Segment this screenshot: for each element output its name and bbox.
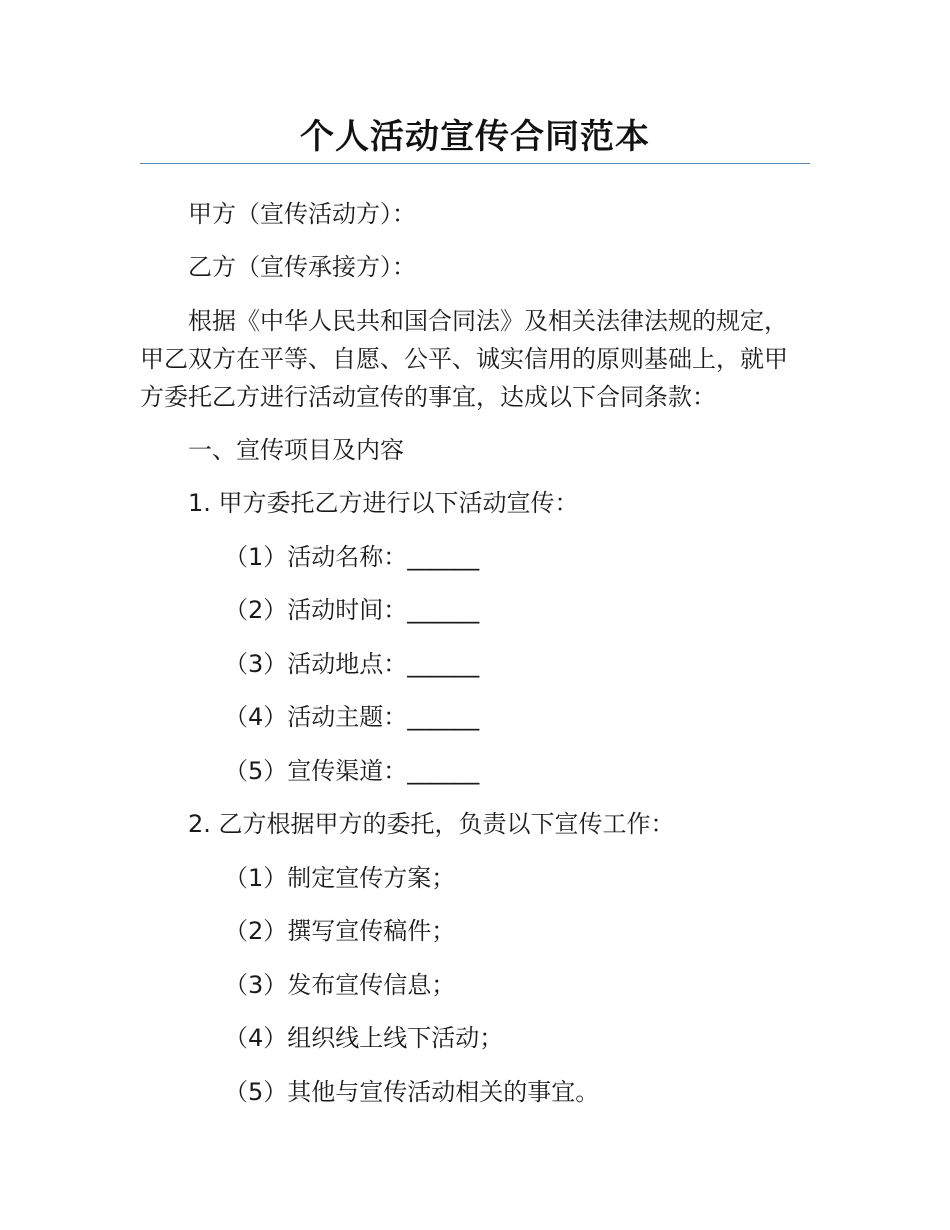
- item1-subitem: （4）活动主题：______: [224, 703, 480, 731]
- title-divider: [140, 163, 810, 164]
- item2-subitem: （5）其他与宣传活动相关的事宜。: [224, 1078, 600, 1106]
- preamble-line: 甲乙双方在平等、自愿、公平、诚实信用的原则基础上，就甲: [140, 345, 788, 373]
- item1-subitem: （1）活动名称：______: [224, 543, 480, 571]
- party-a-line: 甲方（宣传活动方）：: [188, 200, 416, 228]
- item2-subitem: （4）组织线上线下活动；: [224, 1024, 504, 1052]
- party-b-line: 乙方（宣传承接方）：: [188, 253, 416, 281]
- item1-text: 1. 甲方委托乙方进行以下活动宣传：: [188, 489, 579, 517]
- item2-subitem: （3）发布宣传信息；: [224, 971, 456, 999]
- item2-text: 2. 乙方根据甲方的委托，负责以下宣传工作：: [188, 810, 675, 838]
- item2-subitem: （2）撰写宣传稿件；: [224, 917, 456, 945]
- section1-heading: 一、宣传项目及内容: [188, 436, 404, 464]
- item1-subitem: （3）活动地点：______: [224, 650, 480, 678]
- item1-subitem: （5）宣传渠道：______: [224, 757, 480, 785]
- item1-subitem: （2）活动时间：______: [224, 596, 480, 624]
- document-title: 个人活动宣传合同范本: [300, 117, 650, 157]
- preamble-line: 方委托乙方进行活动宣传的事宜，达成以下合同条款：: [140, 383, 716, 411]
- item2-subitem: （1）制定宣传方案；: [224, 864, 456, 892]
- preamble-paragraph: [140, 302, 812, 416]
- preamble-line: 根据《中华人民共和国合同法》及相关法律法规的规定，: [188, 307, 788, 335]
